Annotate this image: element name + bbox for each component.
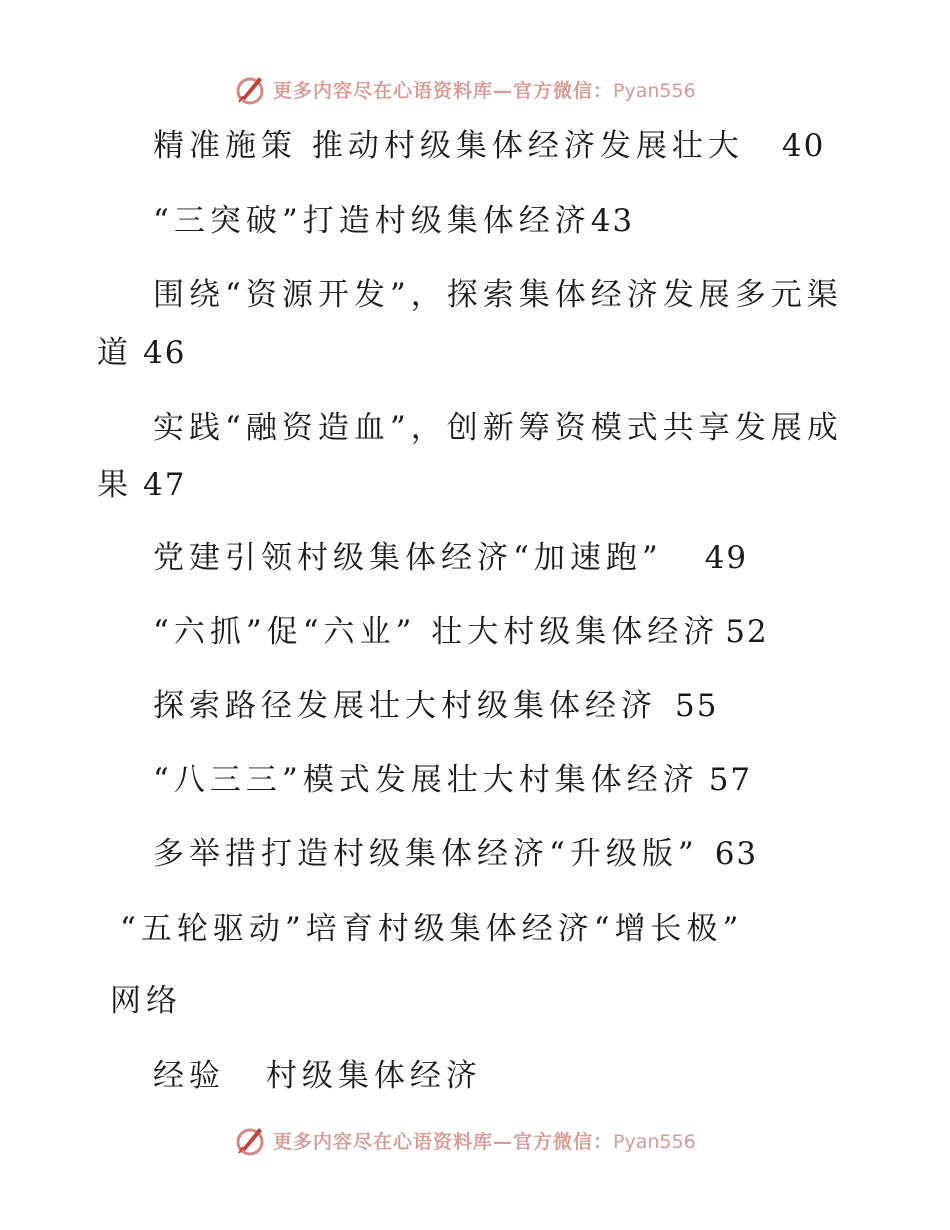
toc-title: 经验 村级集体经济	[153, 1058, 482, 1094]
toc-title: “八三三”模式发展壮大村集体经济	[153, 762, 699, 798]
watermark-text: 更多内容尽在心语资料库—官方微信：Pyan556	[273, 79, 696, 102]
toc-entry[interactable]	[153, 201, 634, 241]
footer-watermark	[233, 1122, 696, 1158]
toc-page-number: 57	[708, 762, 753, 798]
toc-title-continued: 果	[97, 467, 133, 503]
toc-entry[interactable]	[153, 275, 843, 315]
toc-entry-continued[interactable]	[97, 465, 186, 505]
toc-entry[interactable]	[153, 760, 752, 800]
header-watermark	[233, 71, 696, 107]
toc-title: 精准施策 推动村级集体经济发展壮大	[153, 128, 744, 164]
toc-entry[interactable]	[153, 686, 718, 726]
quill-logo-icon	[233, 1123, 267, 1157]
toc-page-number: 55	[675, 688, 719, 724]
toc-entry-continued[interactable]	[97, 333, 186, 373]
toc-page-number: 46	[143, 335, 187, 371]
toc-page-number: 63	[714, 836, 759, 872]
toc-entry[interactable]	[153, 126, 825, 166]
toc-entry[interactable]	[153, 408, 843, 448]
toc-title-continued: 道	[97, 335, 133, 371]
watermark-text: 更多内容尽在心语资料库—官方微信：Pyan556	[273, 1130, 696, 1153]
toc-entry[interactable]	[120, 909, 743, 949]
toc-page-number: 52	[725, 614, 769, 650]
toc-title: 实践“融资造血”，创新筹资模式共享发展成	[153, 410, 843, 446]
toc-title: 党建引领村级集体经济“加速跑”	[153, 540, 663, 576]
toc-page-number: 49	[704, 540, 749, 576]
quill-logo-icon	[233, 72, 267, 106]
toc-page-number: 40	[781, 128, 826, 164]
toc-page-number: 47	[143, 467, 187, 503]
toc-entry[interactable]	[153, 834, 758, 874]
toc-title: 围绕“资源开发”，探索集体经济发展多元渠	[153, 277, 843, 313]
toc-entry[interactable]	[110, 981, 182, 1021]
toc-title: 探索路径发展壮大村级集体经济	[153, 688, 657, 724]
toc-title: 多举措打造村级集体经济“升级版”	[153, 836, 699, 872]
toc-title: “三突破”打造村级集体经济	[153, 203, 591, 239]
toc-title: 网络	[110, 983, 182, 1019]
toc-page-number: 43	[590, 203, 635, 239]
toc-entry[interactable]	[153, 612, 769, 652]
toc-title: “六抓”促“六业” 壮大村级集体经济	[153, 614, 720, 650]
toc-entry[interactable]	[153, 538, 748, 578]
toc-entry[interactable]	[153, 1056, 482, 1096]
toc-title: “五轮驱动”培育村级集体经济“增长极”	[120, 911, 744, 947]
